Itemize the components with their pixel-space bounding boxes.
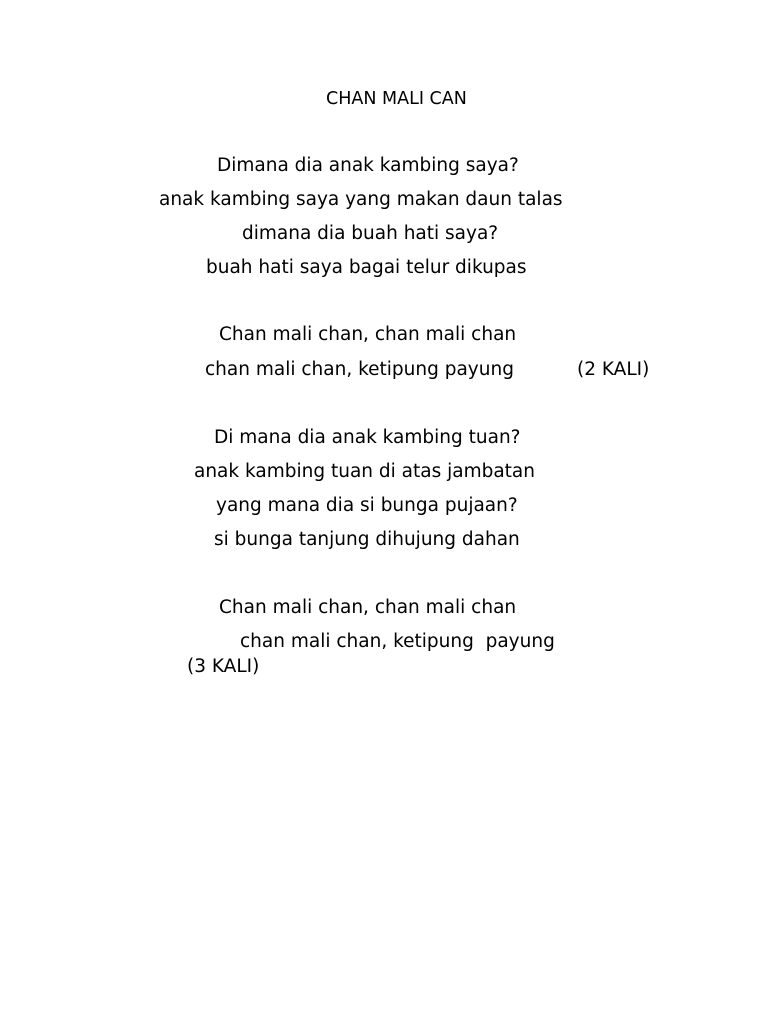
verse2-line-1: Di mana dia anak kambing tuan? — [214, 427, 521, 448]
chorus1-repeat-label: (2 KALI) — [577, 359, 650, 380]
verse1-line-3: dimana dia buah hati saya? — [242, 223, 499, 244]
verse1-line-2: anak kambing saya yang makan daun talas — [159, 189, 563, 210]
chorus2-line-1: Chan mali chan, chan mali chan — [219, 597, 517, 618]
verse1-line-1: Dimana dia anak kambing saya? — [217, 155, 519, 176]
song-title: CHAN MALI CAN — [326, 89, 467, 109]
verse2-line-3: yang mana dia si bunga pujaan? — [216, 495, 518, 516]
verse2-line-4: si bunga tanjung dihujung dahan — [214, 529, 520, 550]
chorus1-line-1: Chan mali chan, chan mali chan — [219, 324, 517, 345]
chorus2-line-2: chan mali chan, ketipung payung — [240, 631, 555, 652]
chorus2-repeat-label: (3 KALI) — [187, 656, 260, 677]
chorus1-line-2: chan mali chan, ketipung payung — [205, 359, 514, 380]
verse1-line-4: buah hati saya bagai telur dikupas — [206, 257, 527, 278]
verse2-line-2: anak kambing tuan di atas jambatan — [194, 461, 535, 482]
